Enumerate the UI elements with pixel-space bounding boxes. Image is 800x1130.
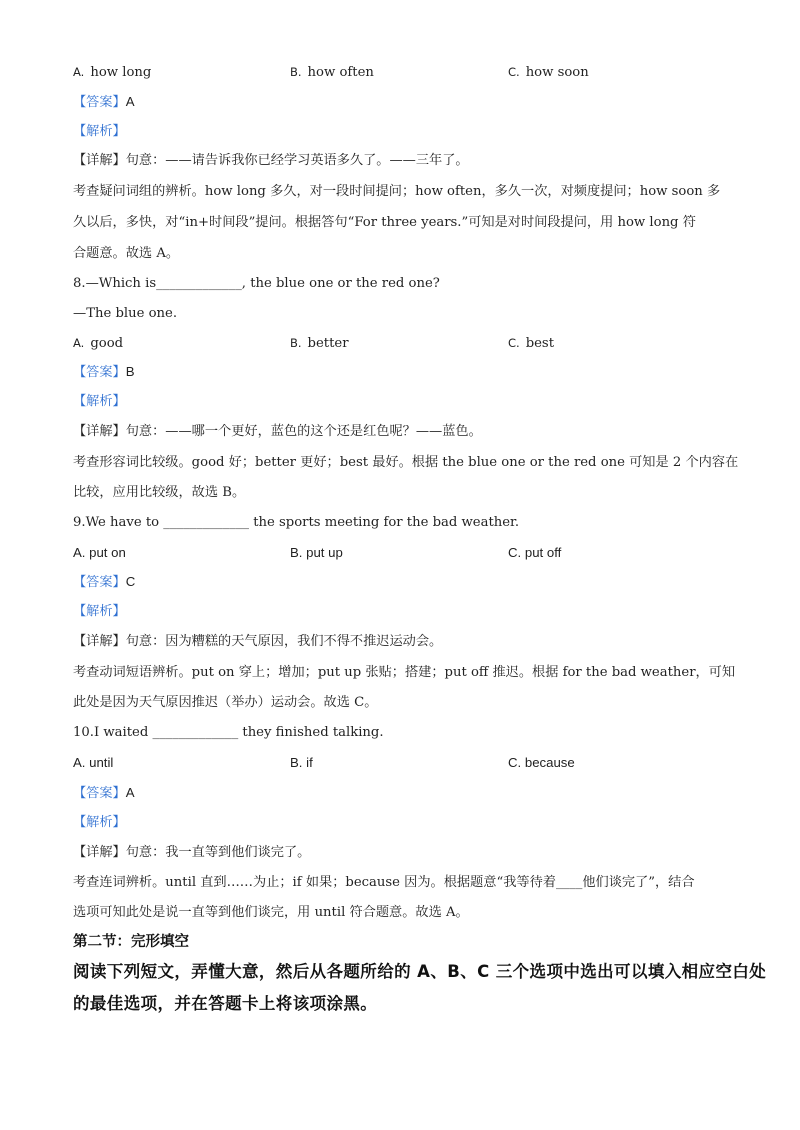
q10-options [73,754,733,772]
q9-option-b[interactable]: B. put up [290,545,343,560]
q10-analysis-tag: 【解析】 [73,815,126,830]
q8-detail: 【详解】句意：——哪一个更好，蓝色的这个还是红色呢？——蓝色。 [73,424,482,439]
q8-analysis-tag: 【解析】 [73,394,126,409]
q7-options [73,63,733,81]
section-title: 第二节：完形填空 [73,934,189,950]
q9-detail: 【详解】句意：因为糟糕的天气原因，我们不得不推迟运动会。 [73,634,443,649]
q9-explain-line-1: 考查动词短语辨析。put on 穿上；增加；put up 张贴；搭建；put off 推迟。根据 for the bad weather，可知 [73,665,736,680]
q10-explain-line-1: 考查连词辨析。until 直到……为止；if 如果；because 因为。根据题意“我等待着____他们谈完了”，结合 [73,875,695,890]
q8-option-b[interactable]: B. better [290,336,349,351]
q10-option-b[interactable]: B. if [290,755,313,770]
q7-analysis-tag: 【解析】 [73,124,126,139]
q7-detail: 【详解】句意：——请告诉我你已经学习英语多久了。——三年了。 [73,153,469,168]
section-instruction-line-1: 阅读下列短文，弄懂大意，然后从各题所给的 A、B、C 三个选项中选出可以填入相应空白处 [73,962,767,981]
q7-option-a[interactable]: A. how long [73,65,152,80]
q7-option-c[interactable]: C. how soon [508,65,589,80]
q8-reply: —The blue one. [73,306,178,321]
q8-option-a[interactable]: A. good [73,336,124,351]
q7-explain-line-3: 合题意。故选 A。 [73,246,180,261]
q7-explain-line-1: 考查疑问词组的辨析。how long 多久，对一段时间提问；how often，多久一次，对频度提问；how soon 多 [73,184,721,199]
q10-answer: 【答案】A [73,785,135,801]
q8-option-c[interactable]: C. best [508,336,555,351]
q9-explain-line-2: 此处是因为天气原因推迟（举办）运动会。故选 C。 [73,695,378,710]
q8-answer: 【答案】B [73,364,135,380]
q9-question: 9.We have to _____________ the sports meeting for the bad weather. [73,515,520,530]
q10-explain-line-2: 选项可知此处是说一直等到他们谈完，用 until 符合题意。故选 A。 [73,905,469,920]
section-instruction-line-2: 的最佳选项，并在答题卡上将该项涂黑。 [73,994,378,1013]
q8-explain-line-1: 考查形容词比较级。good 好；better 更好；best 最好。根据 the blue one or the red one 可知是 2 个内容在 [73,455,739,470]
q8-question: 8.—Which is_____________, the blue one or the red one? [73,276,440,291]
q9-option-c[interactable]: C. put off [508,545,562,560]
q8-explain-line-2: 比较，应用比较级，故选 B。 [73,485,246,500]
q9-options [73,544,733,562]
q9-option-a[interactable]: A. put on [73,545,126,560]
q9-answer: 【答案】C [73,574,136,590]
q7-answer: 【答案】A [73,94,135,110]
q10-option-a[interactable]: A. until [73,755,114,770]
q7-option-b[interactable]: B. how often [290,65,374,80]
q7-explain-line-2: 久以后，多快，对“in+时间段”提问。根据答句“For three years.”可知是对时间段提问，用 how long 符 [73,215,696,230]
q9-analysis-tag: 【解析】 [73,604,126,619]
q10-question: 10.I waited _____________ they finished talking. [73,725,384,740]
q8-options [73,334,733,352]
q10-detail: 【详解】句意：我一直等到他们谈完了。 [73,845,311,860]
q10-option-c[interactable]: C. because [508,755,575,770]
